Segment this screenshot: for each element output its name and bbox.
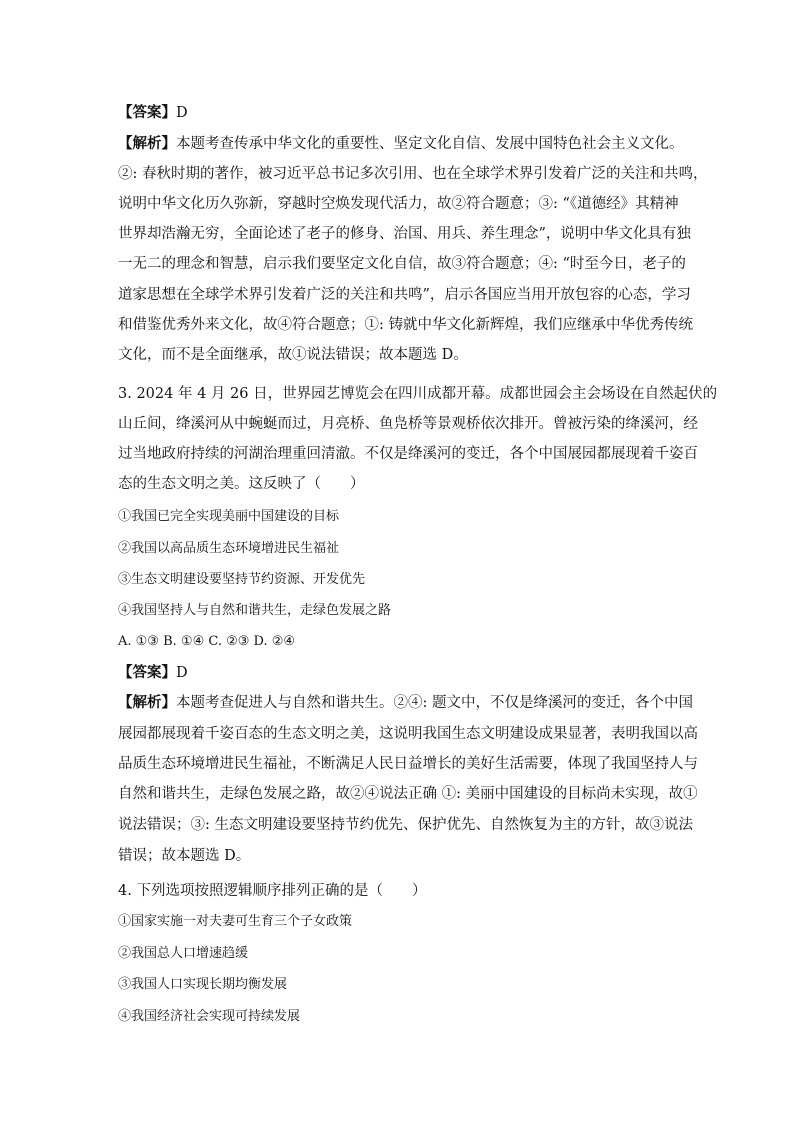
answer-label: 【答案】 — [118, 664, 176, 681]
analysis-line — [118, 134, 684, 154]
analysis-line: 自然和谐共生，走绿色发展之路，故②④说法正确 ①: 美丽中国建设的目标尚未实现，故① — [118, 786, 698, 802]
question-stem-line: 山丘间，绛溪河从中蜿蜒而过，月亮桥、鱼凫桥等景观桥依次排开。曾被污染的绛溪河，经 — [118, 416, 698, 432]
analysis-line: 一无二的理念和智慧，启示我们要坚定文化自信，故③符合题意；④: “时至今日，老子的 — [118, 256, 686, 272]
question-option: ①我国已完全实现美丽中国建设的目标 — [118, 509, 340, 524]
answer-choices: A. ①③ B. ①④ C. ②③ D. ②④ — [118, 634, 296, 649]
answer-value: D — [176, 665, 188, 681]
analysis-line: 道家思想在全球学术界引发着广泛的关注和共鸣”，启示各国应当用开放包容的心态，学习 — [118, 287, 691, 303]
answer-line — [118, 663, 188, 683]
question-stem-line: 态的生态文明之美。这反映了（ ） — [118, 476, 365, 492]
analysis-label: 【解析】 — [118, 694, 176, 711]
question-option: ④我国经济社会实现可持续发展 — [118, 1009, 301, 1024]
analysis-line: ②: 春秋时期的著作，被习近平总书记多次引用、也在全球学术界引发着广泛的关注和共鸣， — [118, 166, 708, 182]
question-option: ②我国以高品质生态环境增进民生福祉 — [118, 541, 340, 556]
analysis-line: 世界却浩瀚无穷，全面论述了老子的修身、治国、用兵、养生理念”，说明中华文化具有独 — [118, 226, 691, 242]
question-option: ①国家实施一对夫妻可生育三个子女政策 — [118, 914, 353, 929]
analysis-line: 和借鉴优秀外来文化，故④符合题意；①: 铸就中华文化新辉煌，我们应继承中华优秀传统 — [118, 317, 693, 333]
answer-value: D — [176, 105, 188, 121]
analysis-line: 错误；故本题选 D。 — [118, 848, 251, 864]
question-stem-line: 3. 2024 年 4 月 26 日，世界园艺博览会在四川成都开幕。成都世园会主会场设在自然起伏的 — [118, 386, 718, 402]
analysis-line: 文化，而不是全面继承，故①说法错误；故本题选 D。 — [118, 347, 468, 363]
analysis-text: 本题考查促进人与自然和谐共生。②④: 题文中，不仅是绛溪河的变迁，各个中国 — [176, 695, 693, 711]
analysis-line: 说明中华文化历久弥新，穿越时空焕发现代活力，故②符合题意；③: “《道德经》其精神 — [118, 196, 679, 212]
analysis-line: 展园都展现着千姿百态的生态文明之美，这说明我国生态文明建设成果显著，表明我国以高 — [118, 726, 698, 742]
question-option: ④我国坚持人与自然和谐共生，走绿色发展之路 — [118, 603, 392, 618]
analysis-text: 本题考查传承中华文化的重要性、坚定文化自信、发展中国特色社会主义文化。 — [176, 136, 684, 152]
answer-label: 【答案】 — [118, 104, 176, 121]
analysis-line: 品质生态环境增进民生福祉，不断满足人民日益增长的美好生活需要，体现了我国坚持人与 — [118, 756, 698, 772]
analysis-line — [118, 693, 693, 713]
analysis-line: 说法错误；③: 生态文明建设要坚持节约优先、保护优先、自然恢复为主的方针，故③说法 — [118, 817, 693, 833]
question-stem-line: 过当地政府持续的河湖治理重回清澈。不仅是绛溪河的变迁，各个中国展园都展现着千姿百 — [118, 446, 698, 462]
question-option: ③我国人口实现长期均衡发展 — [118, 977, 288, 992]
question-option: ③生态文明建设要坚持节约资源、开发优先 — [118, 572, 366, 587]
analysis-label: 【解析】 — [118, 135, 176, 152]
answer-line — [118, 103, 188, 123]
question-option: ②我国总人口增速趋缓 — [118, 946, 249, 961]
question-stem-line: 4. 下列选项按照逻辑顺序排列正确的是（ ） — [118, 883, 427, 899]
